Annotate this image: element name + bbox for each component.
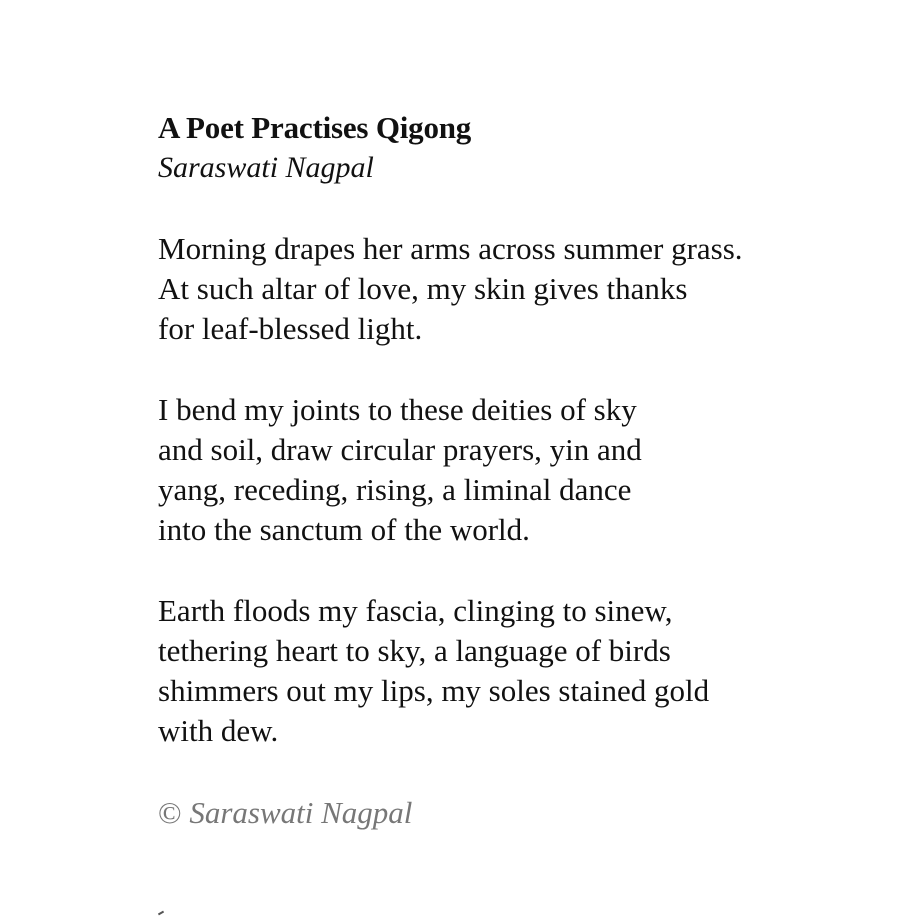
poem-line: I bend my joints to these deities of sky [158,392,637,427]
poem-line: Morning drapes her arms across summer grass. [158,231,743,266]
poem-page [158,108,858,833]
poem-line: and soil, draw circular prayers, yin and [158,432,642,467]
poem-line: Earth floods my fascia, clinging to sinew, [158,593,673,628]
poem-line: shimmers out my lips, my soles stained gold [158,673,710,708]
poem-line: tethering heart to sky, a language of birds [158,633,671,668]
stanza-2 [158,390,858,550]
copyright-notice [158,793,858,833]
stray-mark [158,911,164,916]
stanza-1 [158,229,858,349]
copyright-symbol: © [158,795,182,830]
poem-line: with dew. [158,713,279,748]
poem-line: for leaf-blessed light. [158,311,423,346]
poem-line: At such altar of love, my skin gives thanks [158,271,688,306]
poem-line: yang, receding, rising, a liminal dance [158,472,632,507]
poem-title: A Poet Practises Qigong [158,110,472,145]
copyright-name: Saraswati Nagpal [189,795,413,830]
poem-line: into the sanctum of the world. [158,512,530,547]
poem-author: Saraswati Nagpal [158,151,374,184]
stanza-3 [158,591,858,751]
